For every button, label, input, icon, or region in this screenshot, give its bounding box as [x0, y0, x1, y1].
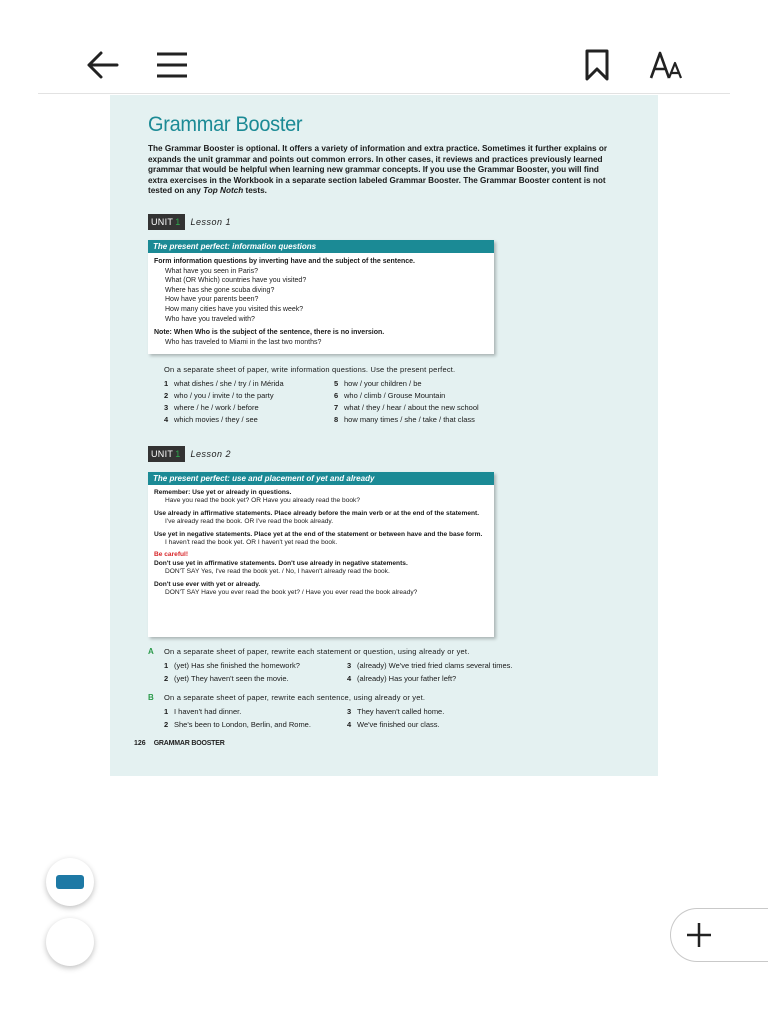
plus-icon — [685, 921, 713, 949]
page-number: 126 — [134, 740, 146, 747]
bookmark-icon — [585, 49, 609, 81]
bookmark-button[interactable] — [577, 42, 617, 88]
example-line: I haven't read the book yet. OR I haven't yet read the book. — [165, 539, 338, 547]
unit-label: UNIT 1 — [148, 214, 185, 230]
grammar-box-yet-already — [148, 472, 494, 637]
list-item: 3 (already) We've tried fried clams several times. — [347, 661, 513, 670]
book-page — [110, 95, 658, 776]
example-line: How many cities have you visited this week? — [165, 305, 304, 313]
exercise-a-letter: A — [148, 647, 154, 656]
example-list — [154, 267, 488, 325]
example-line: DON'T SAY Yes, I've read the book yet. / No, I haven't already read the book. — [165, 568, 390, 576]
list-item: 1 I haven't had dinner. — [164, 707, 242, 716]
list-item: 7 what / they / hear / about the new school — [334, 403, 479, 412]
box-rule: Use already in affirmative statements. Place already before the main verb or at the end of the statement. — [154, 509, 480, 517]
box-note: Note: When Who is the subject of the sentence, there is no inversion. — [154, 329, 385, 337]
box-rule: Use yet in negative statements. Place yet at the end of the statement or between have and the base form. — [154, 530, 483, 538]
list-item: 1 what dishes / she / try / in Mérida — [164, 379, 284, 388]
exercise-b-items — [164, 707, 584, 733]
reader-toolbar — [0, 0, 768, 94]
box-body — [148, 253, 494, 351]
grammar-box-information-questions — [148, 240, 494, 354]
intro-paragraph — [148, 144, 618, 197]
footer-section: GRAMMAR BOOSTER — [153, 740, 225, 747]
example-line: What (OR Which) countries have you visited? — [165, 277, 307, 285]
exercise-a-instruction: On a separate sheet of paper, rewrite each statement or question, using already or yet. — [164, 647, 470, 656]
warning-label: Be careful! — [154, 551, 189, 559]
exercise-b-instruction: On a separate sheet of paper, rewrite each sentence, using already or yet. — [164, 693, 426, 702]
list-item: 3 where / he / work / before — [164, 403, 259, 412]
list-item: 4 We've finished our class. — [347, 720, 440, 729]
unit-badge-lesson-2 — [148, 446, 231, 462]
menu-button[interactable] — [152, 42, 192, 88]
example-line: I've already read the book. OR I've read the book already. — [165, 518, 334, 526]
list-item: 6 who / climb / Grouse Mountain — [334, 391, 446, 400]
list-item: 2 (yet) They haven't seen the movie. — [164, 674, 289, 683]
blank-circle-button[interactable] — [46, 918, 94, 966]
highlight-color-button[interactable] — [46, 858, 94, 906]
example-line: Who have you traveled with? — [165, 315, 255, 323]
toolbar-divider — [38, 93, 730, 94]
list-item: 2 She's been to London, Berlin, and Rome. — [164, 720, 311, 729]
example-line: What have you seen in Paris? — [165, 267, 258, 275]
unit-badge-lesson-1 — [148, 214, 231, 230]
exercise-b-letter: B — [148, 693, 154, 702]
arrow-left-icon — [85, 50, 119, 80]
intro-italic: Top Notch — [203, 186, 244, 195]
exercise-a-items — [164, 661, 584, 687]
list-item: 4 which movies / they / see — [164, 415, 258, 424]
intro-text: The Grammar Booster is optional. It offers a variety of information and extra practice. Sometimes it further explains or expands the unit grammar and points out common errors. In other cases, it reviews and practices previously learned grammar that would be helpful when learning new grammar concepts. If you use the Grammar Booster, you will find extra exercises in the Workbook in a separate section labeled Grammar Booster. The Grammar Booster content is not tested on any — [148, 144, 608, 195]
example-line: How have your parents been? — [165, 296, 259, 304]
list-item: 5 how / your children / be — [334, 379, 422, 388]
exercise-1-instruction: On a separate sheet of paper, write information questions. Use the present perfect. — [164, 365, 456, 374]
unit-label: UNIT 1 — [148, 446, 185, 462]
lesson-label: Lesson 1 — [190, 217, 232, 227]
text-settings-button[interactable] — [646, 42, 686, 88]
page-title: Grammar Booster — [148, 113, 303, 136]
text-size-icon — [649, 50, 683, 80]
list-item: 4 (already) Has your father left? — [347, 674, 457, 683]
list-item: 3 They haven't called home. — [347, 707, 445, 716]
highlighter-color-icon — [56, 875, 84, 889]
page-footer — [134, 740, 225, 747]
example-line: Where has she gone scuba diving? — [165, 286, 275, 294]
box-header: The present perfect: information questions — [148, 240, 494, 253]
example-line: DON'T SAY Have you ever read the book yet? / Have you ever read the book already? — [165, 589, 418, 597]
box-body — [148, 485, 494, 601]
box-rule: Don't use ever with yet or already. — [154, 580, 261, 588]
example-line: Have you read the book yet? OR Have you already read the book? — [165, 497, 361, 505]
back-button[interactable] — [82, 42, 122, 88]
box-rule: Don't use yet in affirmative statements. Don't use already in negative statements. — [154, 559, 408, 567]
add-button[interactable] — [670, 908, 768, 962]
lesson-label: Lesson 2 — [190, 449, 232, 459]
list-item: 1 (yet) Has she finished the homework? — [164, 661, 300, 670]
list-item: 8 how many times / she / take / that class — [334, 415, 475, 424]
intro-end: tests. — [243, 186, 267, 195]
hamburger-menu-icon — [156, 51, 188, 79]
box-rule: Remember: Use yet or already in questions. — [154, 489, 292, 496]
box-header: The present perfect: use and placement of yet and already — [148, 472, 494, 485]
note-example: Who has traveled to Miami in the last two months? — [165, 338, 322, 346]
list-item: 2 who / you / invite / to the party — [164, 391, 274, 400]
exercise-1-items — [164, 379, 564, 429]
box-rule: Form information questions by inverting have and the subject of the sentence. — [154, 258, 415, 265]
